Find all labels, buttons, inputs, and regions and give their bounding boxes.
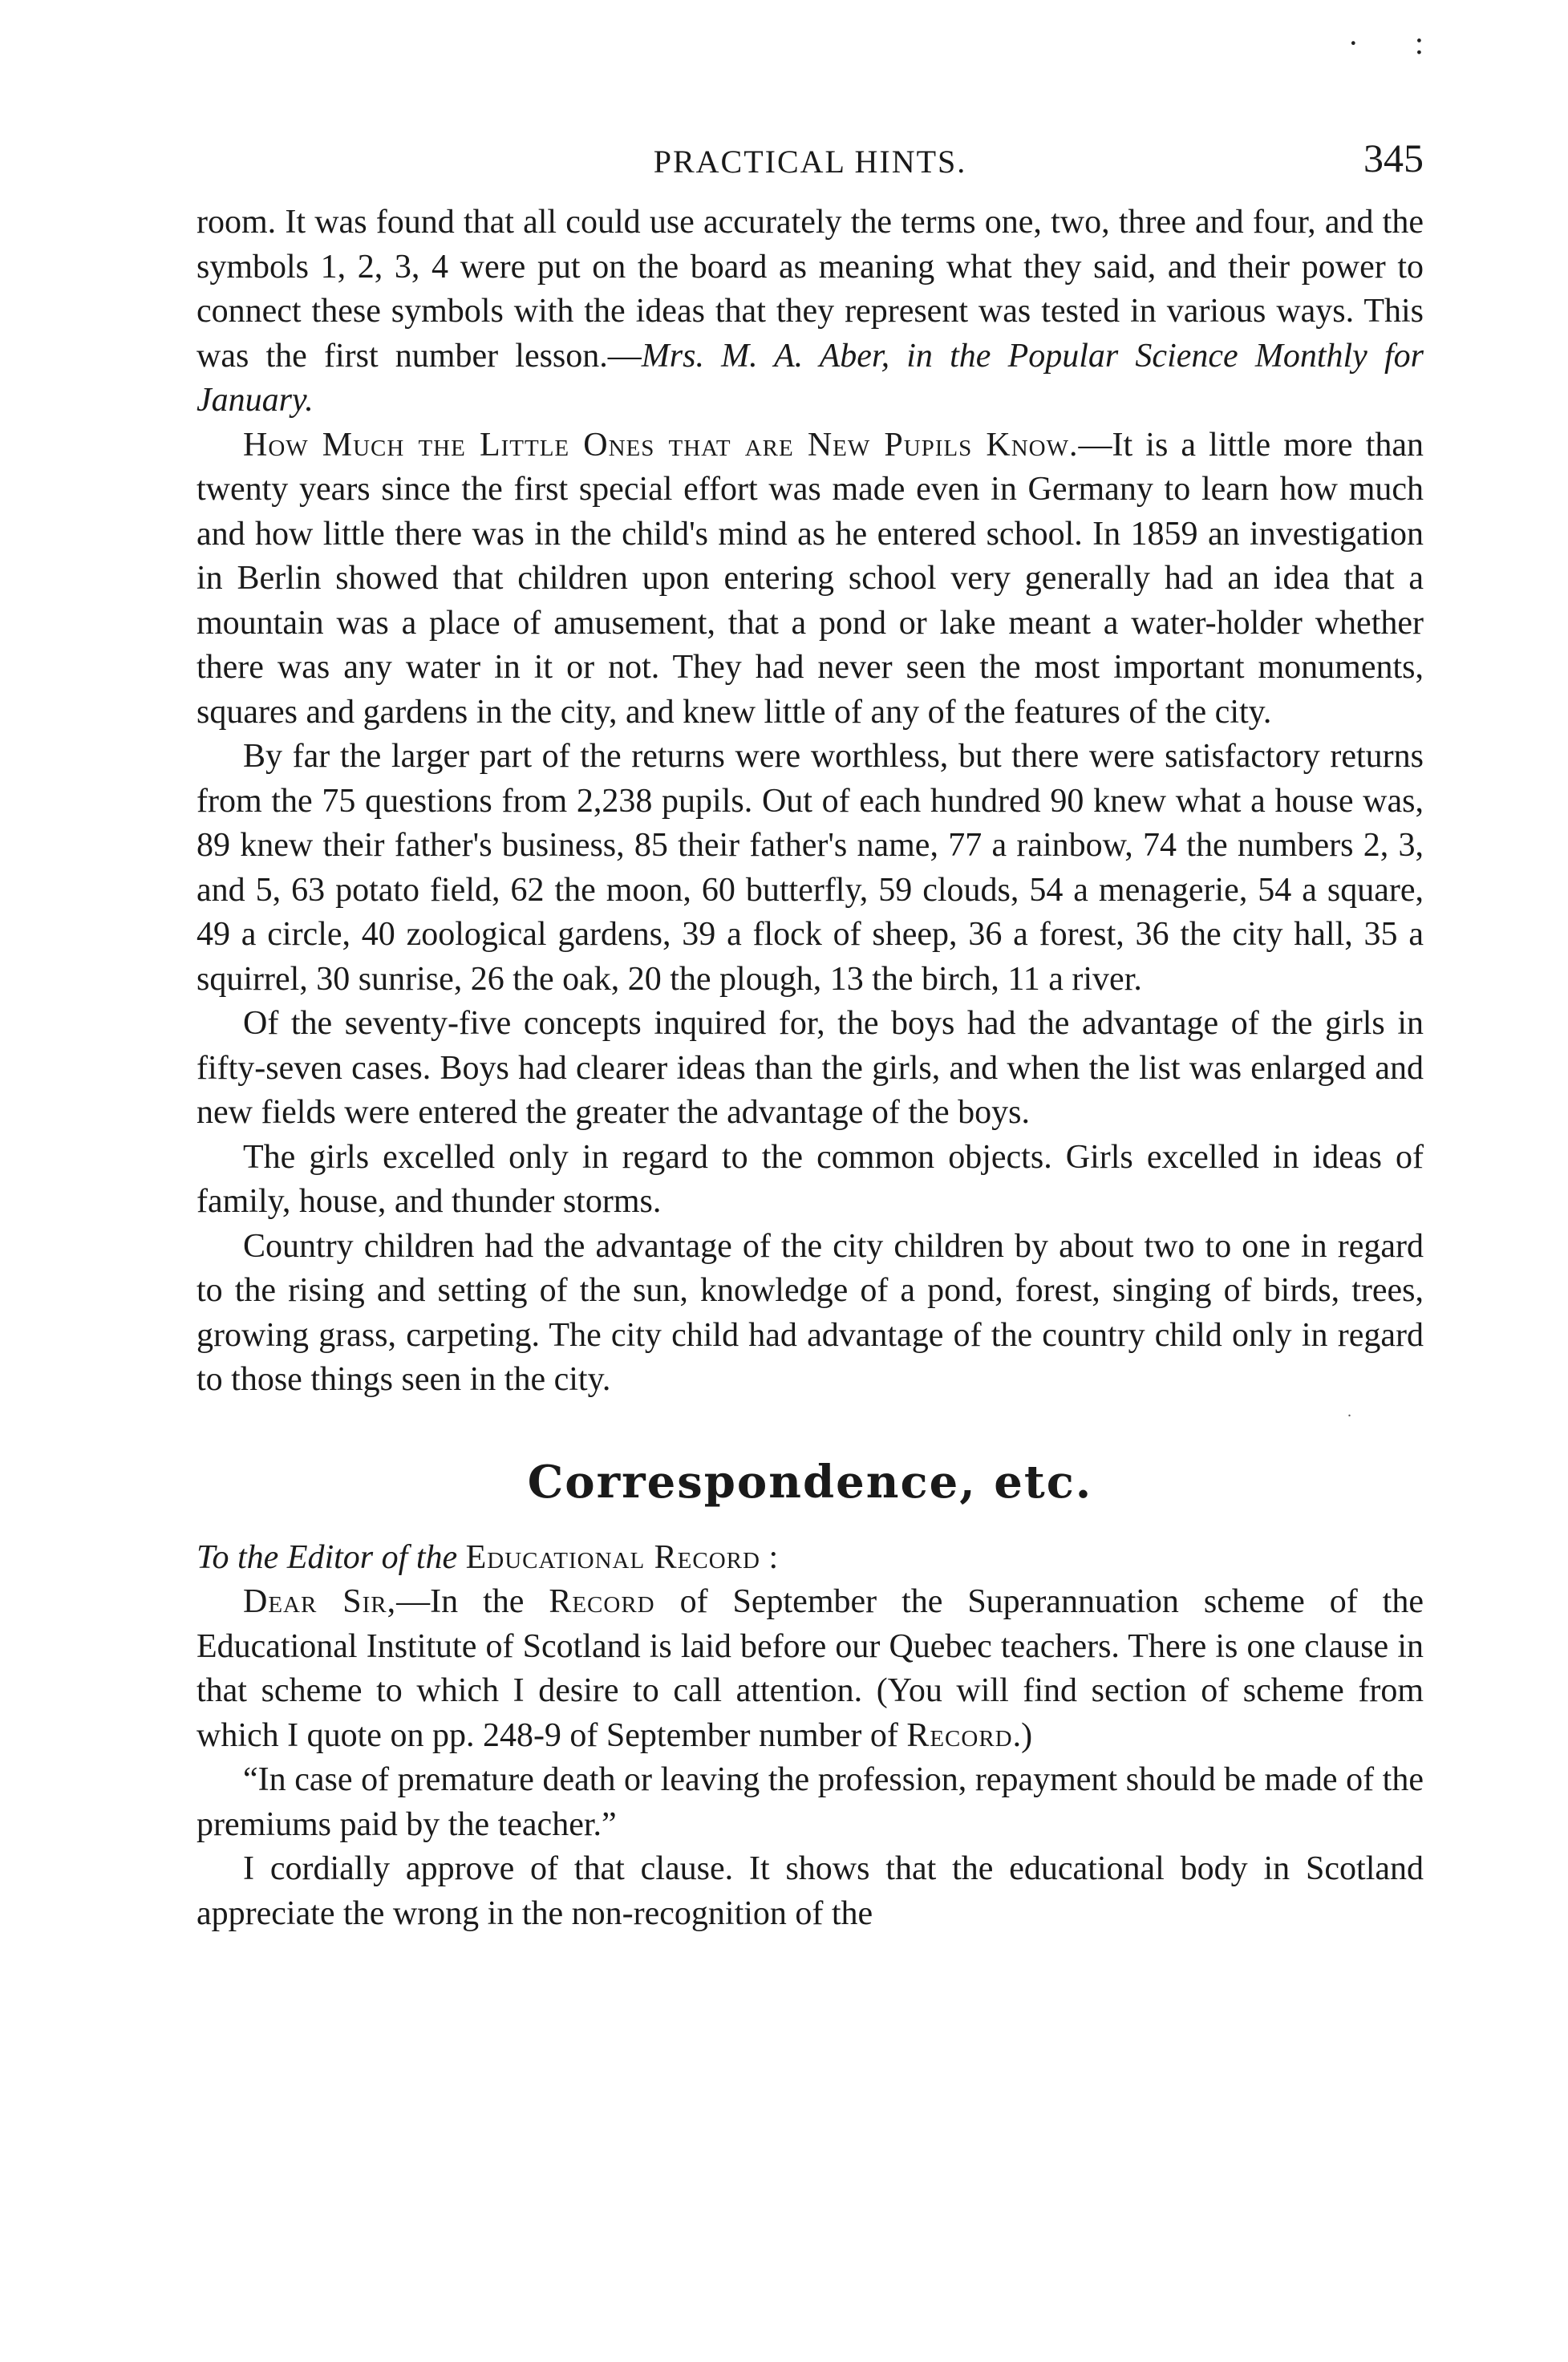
address-suffix: : xyxy=(760,1538,779,1576)
salutation: Dear Sir, xyxy=(243,1583,397,1620)
address-line xyxy=(197,1536,1424,1581)
record-name: Record xyxy=(549,1583,655,1620)
article-body xyxy=(197,201,1424,1403)
paragraph-text: —It is a little more than twenty years since the first special effort was made even in Germany to learn how much and how little there was in the child's mind as he entered school. In 1859 an investigation in Berlin showed that children upon entering school very generally had an idea that a mountain was a place of amusement, that a pond or lake meant a water-holder whether there was any water in it or not. They had never seen the most important monuments, squares and gardens in the city, and knew little of any of the features of the city. xyxy=(197,426,1424,731)
paragraph: I cordially approve of that clause. It shows that the educational body in Scotland appreciate the wrong in the non-recognition of the xyxy=(197,1850,1424,1932)
section-heading: How Much the Little Ones that are New Pupils Know. xyxy=(243,426,1079,464)
paragraph xyxy=(197,423,1424,735)
paragraph: The girls excelled only in regard to the common objects. Girls excelled in ideas of family, house, and thunder storms. xyxy=(197,1138,1424,1220)
paragraph: Of the seventy-five concepts inquired for, the boys had the advantage of the girls in fifty-seven cases. Boys had clearer ideas than the girls, and when the list was enlarged and new fields were entered the greater the advantage of the boys. xyxy=(197,1005,1424,1131)
paragraph-text: .) xyxy=(1012,1716,1033,1754)
paragraph: By far the larger part of the returns were worthless, but there were satisfactory returns from the 75 questions from 2,238 pupils. Out of each hundred 90 knew what a house was, 89 knew their father's business, 85 their father's name, 77 a rainbow, 74 the numbers 2, 3, and 5, 63 potato field, 62 the moon, 60 butterfly, 59 clouds, 54 a menagerie, 54 a square, 49 a circle, 40 zoological gardens, 39 a flock of sheep, 36 a forest, 36 the city hall, 35 a squirrel, 30 sunrise, 26 the oak, 20 the plough, 13 the birch, 11 a river. xyxy=(197,738,1424,998)
citation: Mrs. M. A. Aber, in the Popular Science Monthly for January. xyxy=(197,337,1424,419)
running-head: PRACTICAL HINTS. xyxy=(653,144,967,180)
address-prefix: To the Editor of the xyxy=(197,1538,466,1576)
record-name: Record xyxy=(906,1716,1013,1754)
margin-marks: · : xyxy=(1347,25,1448,61)
page xyxy=(197,120,1424,1936)
paragraph: Country children had the advantage of the city children by about two to one in regard to the rising and setting of the sun, knowledge of a pond, forest, singing of birds, trees, growing grass, carpeting. The city child had advantage of the country child only in regard to those things seen in the city. xyxy=(197,1227,1424,1398)
address-target: Educational Record xyxy=(465,1538,760,1576)
divider-dot: . xyxy=(1347,1402,1351,1420)
paragraph xyxy=(197,1580,1424,1758)
quotation: “In case of premature death or leaving the profession, repayment should be made of the premiums paid by the teacher.” xyxy=(197,1761,1424,1843)
paragraph-text: of September the Superannuation scheme of the Educational Institute of Scotland is laid before our Quebec teachers. There is one clause in that scheme to which I desire to call attention. (You will find section of scheme from which I quote on pp. 248-9 of September number of xyxy=(197,1583,1424,1754)
paragraph-text: —In the xyxy=(396,1583,549,1620)
paragraph xyxy=(197,201,1424,423)
page-header xyxy=(197,120,1424,201)
paragraph-text: room. It was found that all could use accurately the terms one, two, three and four, and the symbols 1, 2, 3, 4 were put on the board as meaning what they said, and their power to connect these symbols with the ideas that they represent was tested in various ways. This was the first number lesson.— xyxy=(197,204,1424,375)
section-title: Correspondence, etc. xyxy=(527,1455,1093,1509)
correspondence-body xyxy=(197,1536,1424,1937)
page-number: 345 xyxy=(1363,136,1424,180)
